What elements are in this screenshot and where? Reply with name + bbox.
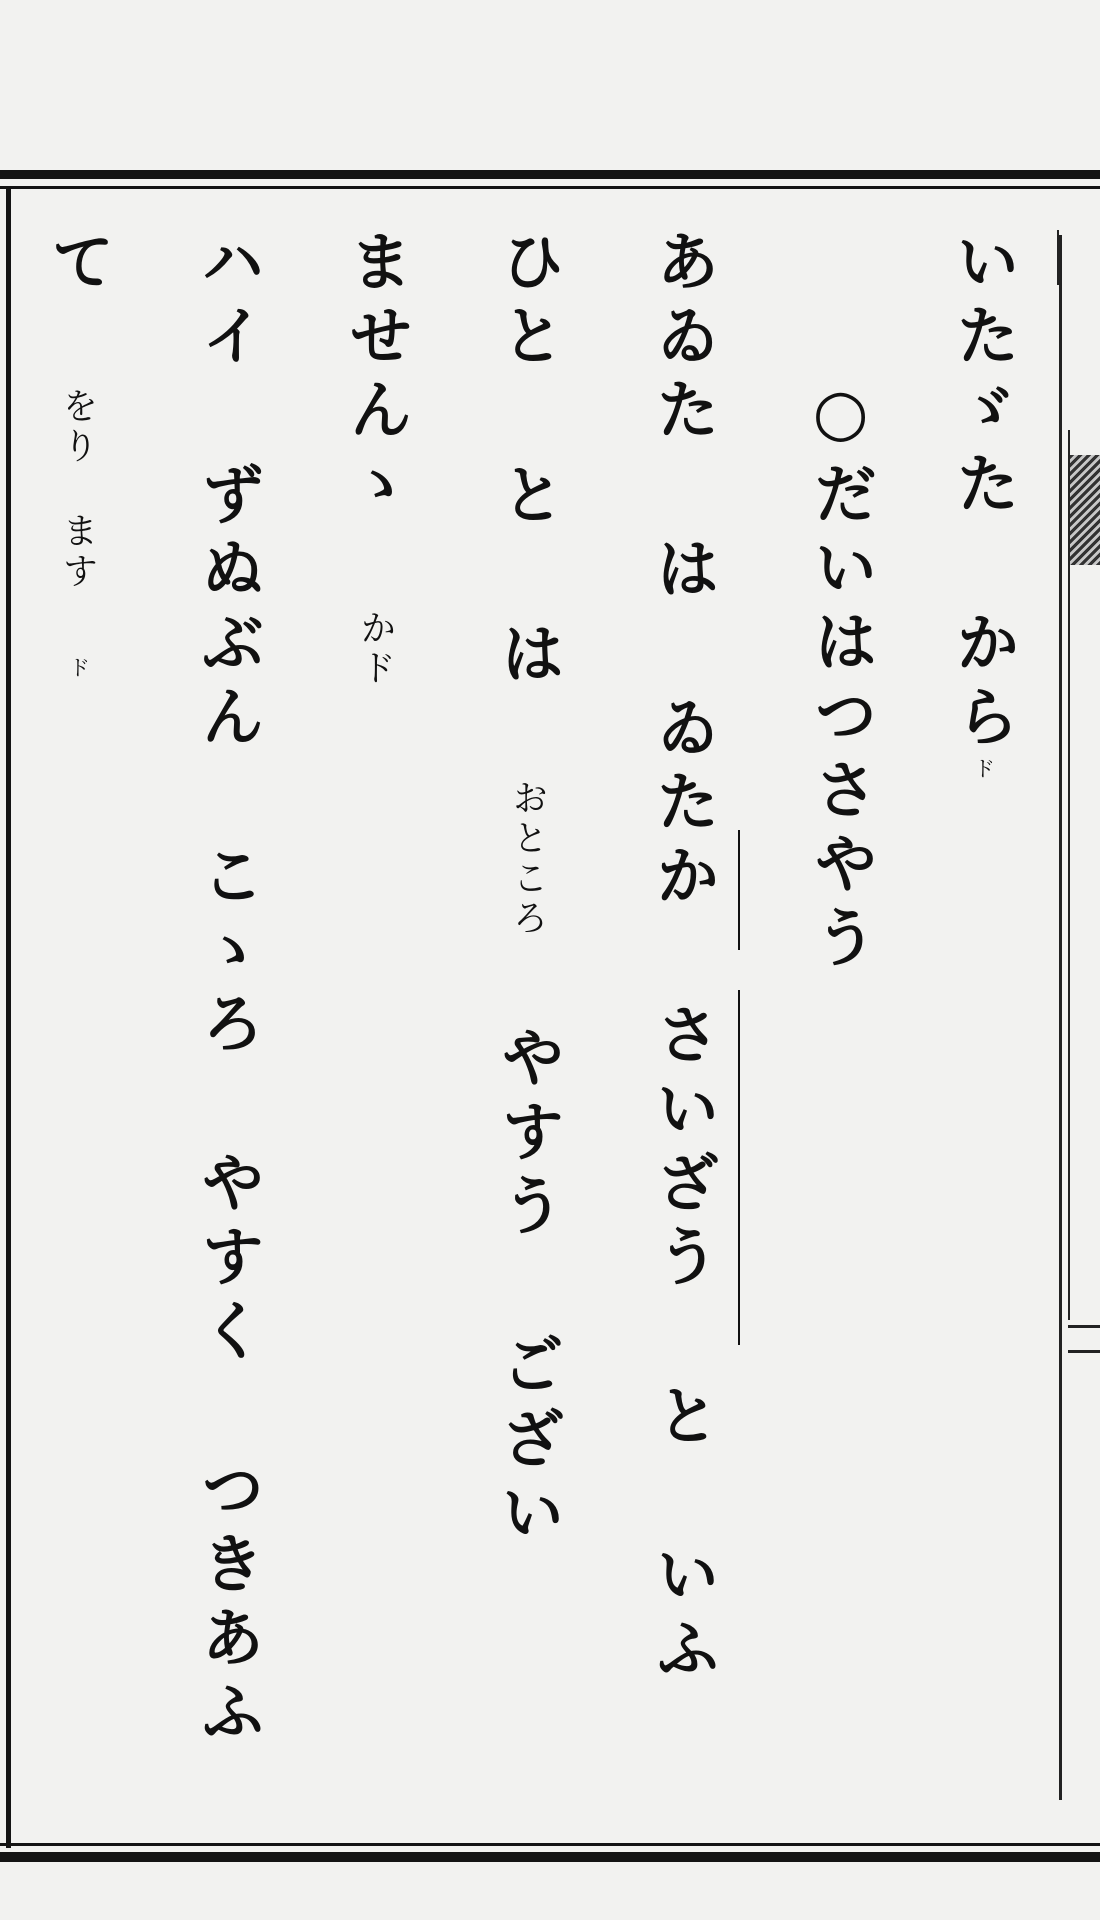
column-4-text-small: おところ <box>507 779 548 939</box>
frame-left-rule <box>6 186 11 1848</box>
frame-right-rule <box>1059 235 1062 1800</box>
column-2-heading: ○だいはつさやう <box>803 375 878 978</box>
column-3-text: あゐた は ゐたか さいざう と いふ <box>645 228 720 1689</box>
frame-top-thick-rule <box>0 170 1100 179</box>
column-4-text-a: ひと と は <box>490 228 565 779</box>
column-5-text: ませんゝ <box>338 228 413 609</box>
adjacent-page-rule-a <box>1068 1325 1100 1328</box>
text-column-4 <box>490 228 565 1553</box>
side-line-mark-upper <box>738 830 740 950</box>
column-7-text: て <box>40 228 115 387</box>
frame-bottom-thin-rule <box>0 1843 1100 1846</box>
adjacent-page-rule-b <box>1068 1350 1100 1353</box>
text-column-1 <box>945 228 1020 789</box>
column-4-text-b: やすう ござい <box>490 939 565 1553</box>
text-column-3 <box>645 228 720 1689</box>
column-6-text: ハイ ずぬぶん こゝろ やすく つきあふ <box>190 228 265 1752</box>
text-column-6 <box>190 228 265 1752</box>
column-1-text: いたゞた から <box>945 228 1020 757</box>
adjacent-page-hatching <box>1070 455 1100 565</box>
column-7-mark: ド <box>65 592 90 688</box>
column-5-text-small: かド <box>355 609 396 689</box>
column-1-mark: ド <box>970 757 995 789</box>
text-column-2 <box>803 375 878 978</box>
frame-corner-tick <box>1057 230 1059 285</box>
frame-bottom-thick-rule <box>0 1852 1100 1862</box>
column-7-text-small: をり ます <box>57 387 98 592</box>
side-line-mark-lower <box>738 990 740 1345</box>
frame-top-thin-rule <box>0 186 1100 189</box>
text-column-5 <box>338 228 413 689</box>
text-column-7 <box>40 228 115 688</box>
